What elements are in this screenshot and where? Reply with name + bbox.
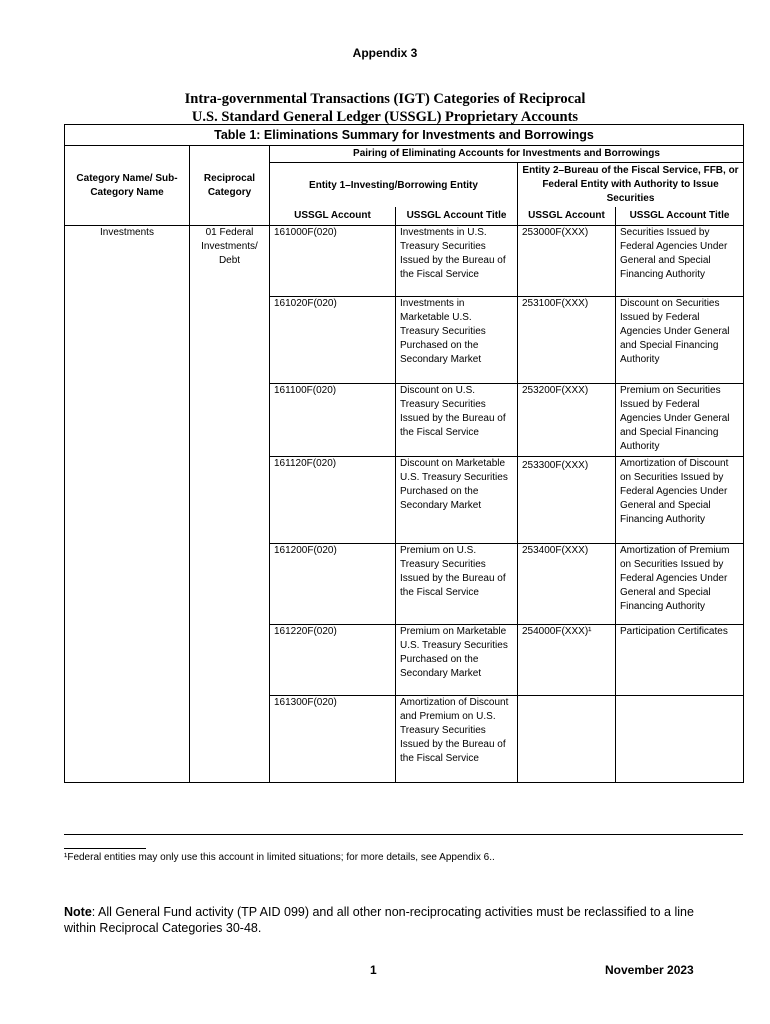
e1-account: 161220F(020) xyxy=(274,626,337,637)
e1-title: Discount on Marketable U.S. Treasury Securities Purchased on the Secondary Market xyxy=(400,458,508,511)
header-pairing: Pairing of Eliminating Accounts for Investments and Borrowings xyxy=(270,146,744,163)
reciprocal-cell xyxy=(190,226,270,783)
e1-title: Investments in U.S. Treasury Securities Issued by the Bureau of the Fiscal Service xyxy=(400,227,506,280)
e1-account: 161200F(020) xyxy=(274,545,337,556)
title-line-1: Intra-governmental Transactions (IGT) Categories of Reciprocal xyxy=(184,91,586,107)
e2-account: 253300F(XXX) xyxy=(522,460,589,471)
section-divider xyxy=(64,834,743,835)
header-category-label: Category Name/ Sub-Category Name xyxy=(76,172,178,198)
header-e1-title: USSGL Account Title xyxy=(396,207,518,226)
table-row xyxy=(270,297,396,384)
e1-account: 161120F(020) xyxy=(274,458,337,469)
table-row xyxy=(270,544,396,625)
header-reciprocal xyxy=(190,146,270,226)
e2-account: 253400F(XXX) xyxy=(522,545,589,556)
table-row xyxy=(270,625,396,696)
e2-account: 253200F(XXX) xyxy=(522,385,589,396)
e1-account: 161020F(020) xyxy=(274,298,337,309)
table-caption: Table 1: Eliminations Summary for Investments and Borrowings xyxy=(65,125,744,146)
footer-date: November 2023 xyxy=(605,963,694,977)
header-e2-title: USSGL Account Title xyxy=(616,207,744,226)
document-title xyxy=(0,90,770,126)
appendix-label: Appendix 3 xyxy=(352,46,418,60)
e2-account: 254000F(XXX)¹ xyxy=(522,626,592,637)
e1-account: 161000F(020) xyxy=(274,227,337,238)
e2-title: Premium on Securities Issued by Federal Agencies Under General and Special Financing Authority xyxy=(620,385,730,452)
category-name: Investments xyxy=(100,227,154,238)
header-entity1: Entity 1–Investing/Borrowing Entity xyxy=(270,163,518,208)
e1-title: Discount on U.S. Treasury Securities Issued by the Bureau of the Fiscal Service xyxy=(400,385,506,438)
note-text: : All General Fund activity (TP AID 099) and all other non-reciprocating activities must be reclassified to a line within Reciprocal Categories 30-48. xyxy=(64,905,694,935)
e1-account: 161100F(020) xyxy=(274,385,337,396)
category-cell xyxy=(65,226,190,783)
header-entity2: Entity 2–Bureau of the Fiscal Service, FFB, or Federal Entity with Authority to Issue Securities xyxy=(518,163,744,208)
e2-title: Amortization of Premium on Securities Issued by Federal Agencies Under General and Special Financing Authority xyxy=(620,545,730,612)
footnote: ¹Federal entities may only use this account in limited situations; for more details, see Appendix 6.. xyxy=(64,852,495,863)
e2-title: Participation Certificates xyxy=(620,626,728,637)
header-e1-account: USSGL Account xyxy=(270,207,396,226)
header-category xyxy=(65,146,190,226)
note-paragraph xyxy=(64,904,704,936)
title-line-2: U.S. Standard General Ledger (USSGL) Proprietary Accounts xyxy=(191,109,579,125)
e1-title: Premium on Marketable U.S. Treasury Securities Purchased on the Secondary Market xyxy=(400,626,508,679)
table-row xyxy=(270,384,396,457)
e2-account: 253000F(XXX) xyxy=(522,227,589,238)
e2-title: Securities Issued by Federal Agencies Under General and Special Financing Authority xyxy=(620,227,728,280)
e2-title: Amortization of Discount on Securities Issued by Federal Agencies Under General and Special Financing Authority xyxy=(620,458,729,525)
page-number: 1 xyxy=(370,963,377,977)
table-row xyxy=(270,457,396,544)
e2-title: Discount on Securities Issued by Federal Agencies Under General and Special Financing Authority xyxy=(620,298,730,365)
e1-title: Investments in Marketable U.S. Treasury Securities Purchased on the Secondary Market xyxy=(400,298,486,365)
reciprocal-category: 01 Federal Investments/ Debt xyxy=(201,227,258,266)
e2-account: 253100F(XXX) xyxy=(522,298,589,309)
eliminations-table xyxy=(64,124,744,783)
e1-account: 161300F(020) xyxy=(274,697,337,708)
e1-title: Amortization of Discount and Premium on U.S. Treasury Securities Issued by the Bureau of the Fiscal Service xyxy=(400,697,509,764)
footnote-rule xyxy=(64,848,146,849)
header-reciprocal-label: Reciprocal Category xyxy=(203,172,256,198)
table-row xyxy=(270,226,396,297)
table-row xyxy=(270,696,396,783)
note-label: Note xyxy=(64,905,92,919)
e1-title: Premium on U.S. Treasury Securities Issued by the Bureau of the Fiscal Service xyxy=(400,545,506,598)
header-e2-account: USSGL Account xyxy=(518,207,616,226)
